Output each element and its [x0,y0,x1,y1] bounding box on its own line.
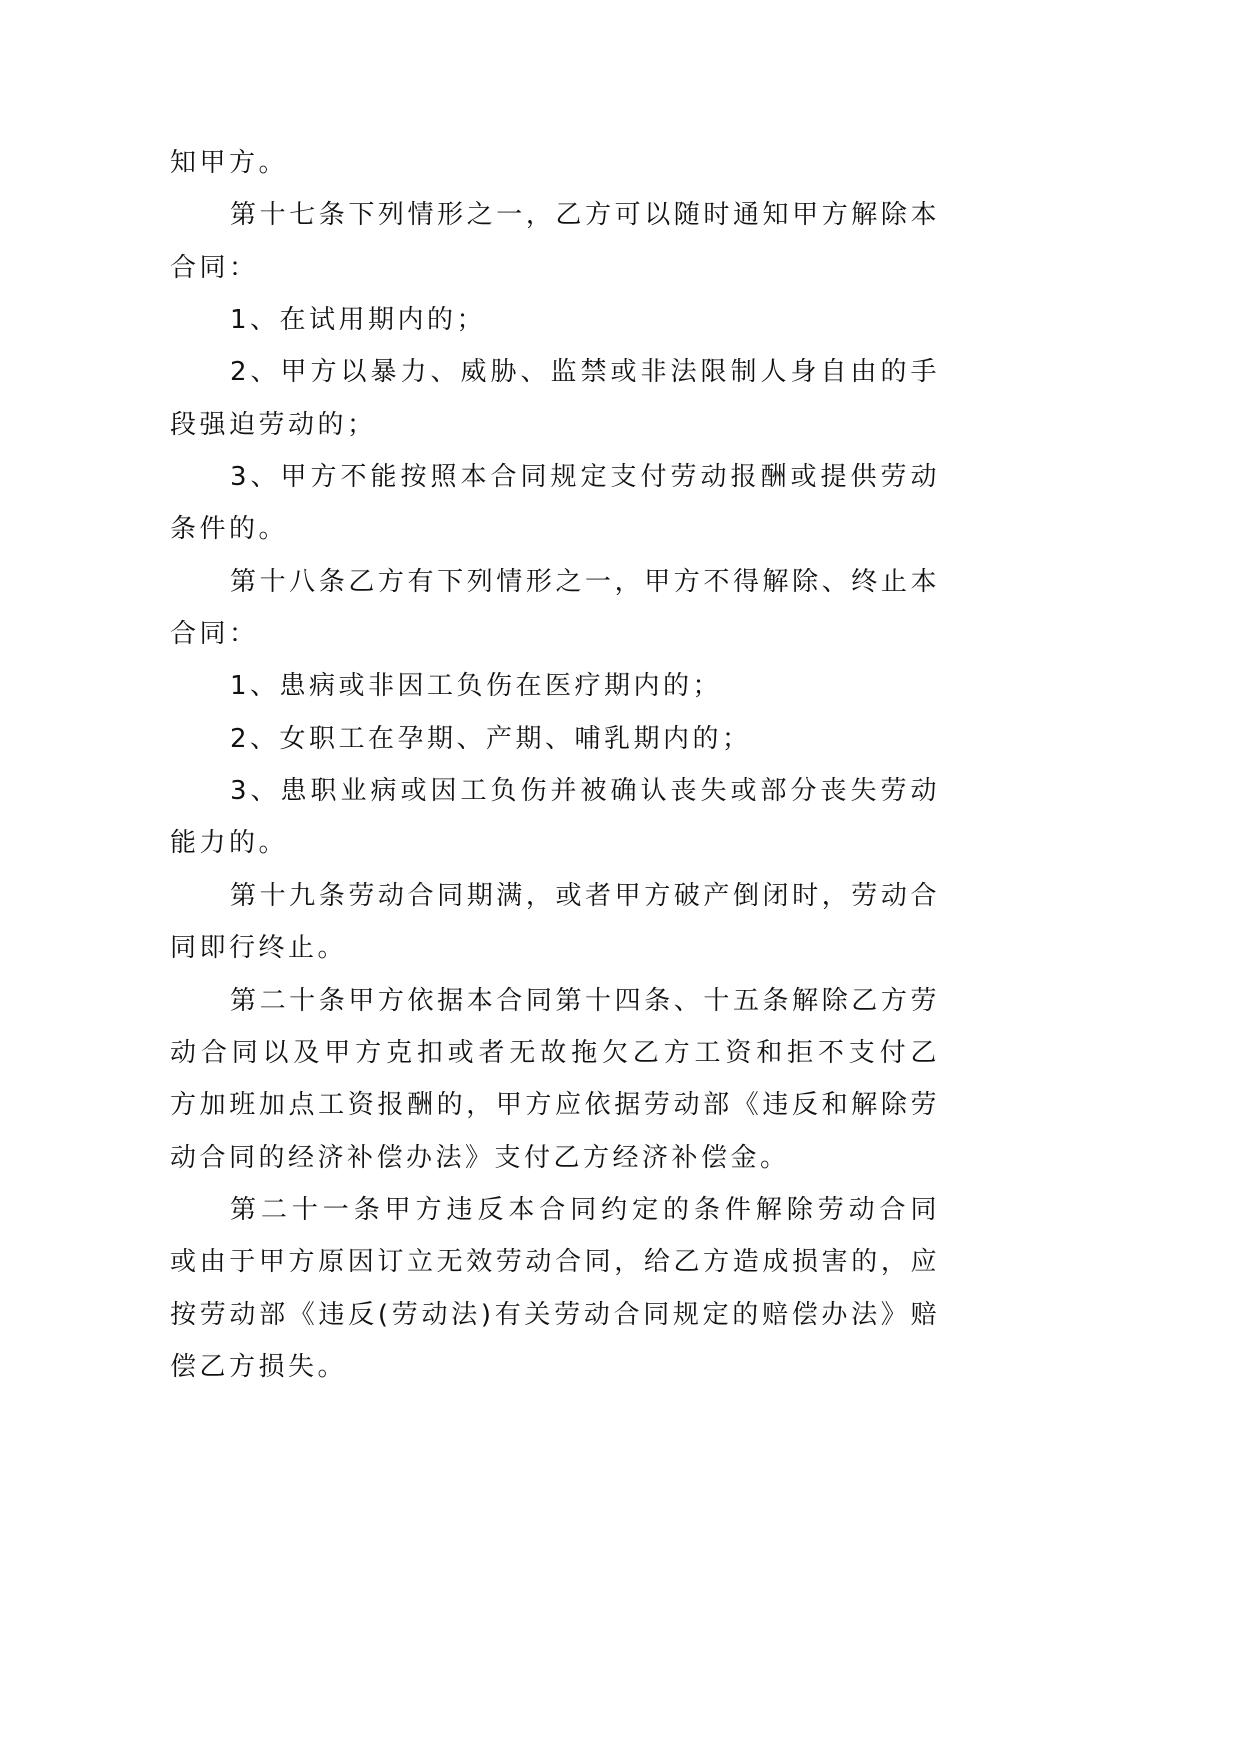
text-line: 第十八条乙方有下列情形之一，甲方不得解除、终止本 [230,566,940,597]
text-line: 1、在试用期内的； [230,305,487,336]
text-line: 3、患职业病或因工负伤并被确认丧失或部分丧失劳动 [230,776,940,807]
text-line: 动合同的经济补偿办法》支付乙方经济补偿金。 [170,1142,790,1173]
paragraph [170,556,940,661]
text-line: 第二十一条甲方违反本合同约定的条件解除劳动合同 [230,1194,940,1225]
text-line: 第十九条劳动合同期满，或者甲方破产倒闭时，劳动合 [230,880,940,911]
text-line: 条件的。 [170,514,289,545]
text-line: 动合同以及甲方克扣或者无故拖欠乙方工资和拒不支付乙 [170,1037,940,1068]
paragraph [170,765,940,870]
paragraph [170,294,940,346]
paragraph [170,451,940,556]
paragraph [170,975,940,1184]
text-line: 2、甲方以暴力、威胁、监禁或非法限制人身自由的手 [230,357,940,388]
text-line: 方加班加点工资报酬的，甲方应依据劳动部《违反和解除劳 [170,1090,940,1121]
text-line: 或由于甲方原因订立无效劳动合同，给乙方造成损害的，应 [170,1247,940,1278]
text-line: 3、甲方不能按照本合同规定支付劳动报酬或提供劳动 [230,462,940,493]
text-line: 能力的。 [170,828,289,859]
paragraph [170,660,940,712]
text-line: 第二十条甲方依据本合同第十四条、十五条解除乙方劳 [230,985,940,1016]
paragraph [170,1184,940,1393]
text-line: 按劳动部《违反(劳动法)有关劳动合同规定的赔偿办法》赔 [170,1299,940,1330]
text-line: 第十七条下列情形之一，乙方可以随时通知甲方解除本 [230,200,940,231]
text-line: 2、女职工在孕期、产期、哺乳期内的； [230,723,752,754]
paragraph [170,346,940,451]
text-line: 段强迫劳动的； [170,409,377,440]
paragraph [170,870,940,975]
paragraph [170,713,940,765]
text-line: 知甲方。 [170,148,289,178]
paragraph [170,189,940,294]
text-line: 同即行终止。 [170,933,348,964]
text-line: 1、患病或非因工负伤在医疗期内的； [230,671,723,702]
document-page [170,137,940,1393]
text-line: 合同： [170,619,259,650]
text-line: 合同： [170,252,259,283]
text-line: 偿乙方损失。 [170,1351,348,1382]
paragraph [170,137,940,189]
